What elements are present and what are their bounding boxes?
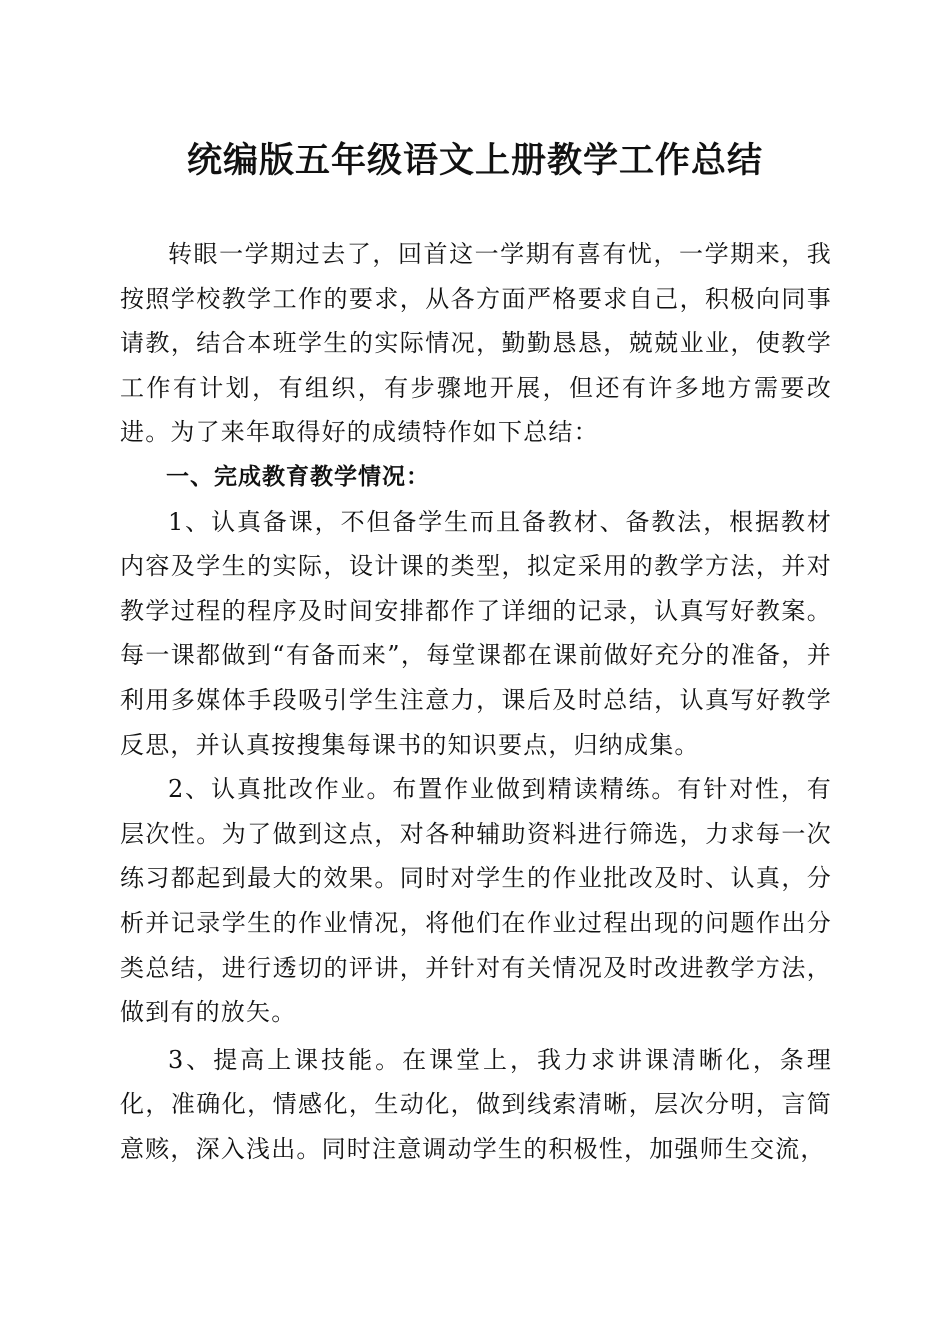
document-body bbox=[120, 202, 832, 1171]
section-heading: 一、完成教育教学情况： bbox=[166, 463, 430, 490]
item-paragraph-3: 3、提高上课技能。在课堂上，我力求讲课清晰化，条理化，准确化，情感化，生动化，做到线索清晰，层次分明，言简意赅，深入浅出。同时注意调动学生的积极性，加强师生交流， bbox=[120, 1045, 832, 1163]
item-paragraph-1: 1、认真备课，不但备学生而且备教材、备教法，根据教材内容及学生的实际，设计课的类型，拟定采用的教学方法，并对教学过程的程序及时间安排都作了详细的记录，认真写好教案。每一课都做到“有备而来”，每堂课都在课前做好充分的准备，并利用多媒体手段吸引学生注意力，课后及时总结，认真写好教学反思，并认真按搜集每课书的知识要点，归纳成集。 bbox=[120, 507, 832, 759]
intro-paragraph: 转眼一学期过去了，回首这一学期有喜有忧，一学期来，我按照学校教学工作的要求，从各方面严格要求自己，积极向同事请教，结合本班学生的实际情况，勤勤恳恳，兢兢业业，使教学工作有计划，有组织，有步骤地开展，但还有许多地方需要改进。为了来年取得好的成绩特作如下总结： bbox=[120, 240, 832, 447]
item-paragraph-2: 2、认真批改作业。布置作业做到精读精练。有针对性，有层次性。为了做到这点，对各种辅助资料进行筛选，力求每一次练习都起到最大的效果。同时对学生的作业批改及时、认真，分析并记录学生的作业情况，将他们在作业过程出现的问题作出分类总结，进行透切的评讲，并针对有关情况及时改进教学方法，做到有的放矢。 bbox=[120, 775, 832, 1027]
document-title: 统编版五年级语文上册教学工作总结 bbox=[186, 140, 763, 181]
